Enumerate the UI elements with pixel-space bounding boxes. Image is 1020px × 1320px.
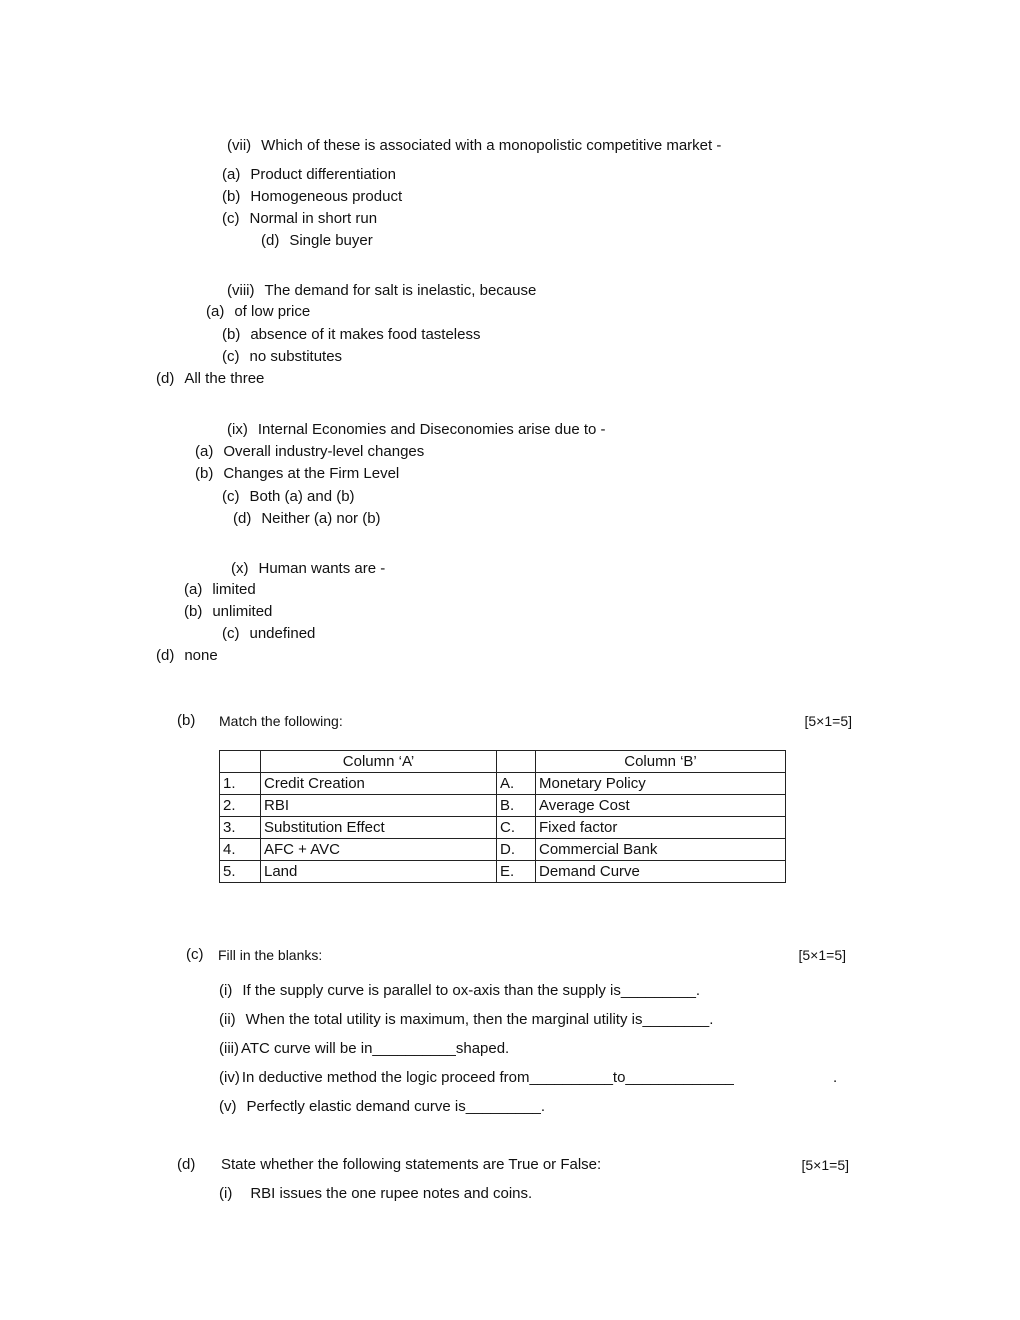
option-label: (a) xyxy=(184,581,203,598)
item-text: RBI issues the one rupee notes and coins. xyxy=(250,1185,533,1202)
header-blank xyxy=(220,751,261,773)
cell: Commercial Bank xyxy=(536,839,786,861)
question-viii xyxy=(227,282,536,300)
question-vii xyxy=(227,137,721,155)
cell: Fixed factor xyxy=(536,817,786,839)
item-label: (ii) xyxy=(219,1011,236,1028)
option-label: (d) xyxy=(156,370,175,387)
option-text: Homogeneous product xyxy=(250,188,403,205)
section-title: State whether the following statements are True or False: xyxy=(221,1156,602,1173)
blank-item xyxy=(219,1011,713,1029)
option xyxy=(222,326,480,344)
option-label: (b) xyxy=(222,188,241,205)
option-text: Normal in short run xyxy=(249,210,378,227)
option-label: (b) xyxy=(184,603,203,620)
option xyxy=(195,465,399,483)
option-text: none xyxy=(184,647,218,664)
option-text: Both (a) and (b) xyxy=(249,488,355,505)
item-text: When the total utility is maximum, then the marginal utility is________. xyxy=(245,1011,714,1028)
cell: 5. xyxy=(220,861,261,883)
table-header xyxy=(220,751,786,773)
option xyxy=(233,510,381,528)
section-title: Match the following: xyxy=(219,713,343,729)
blank-item xyxy=(219,982,700,1000)
blank-item xyxy=(219,1069,734,1087)
tf-item xyxy=(219,1185,532,1203)
cell: A. xyxy=(497,773,536,795)
cell: E. xyxy=(497,861,536,883)
cell: Average Cost xyxy=(536,795,786,817)
option xyxy=(195,443,424,461)
table-row xyxy=(220,795,786,817)
blank-item xyxy=(219,1040,509,1058)
cell: 1. xyxy=(220,773,261,795)
option xyxy=(261,232,373,250)
cell: Monetary Policy xyxy=(536,773,786,795)
option xyxy=(184,603,272,621)
option-text: All the three xyxy=(184,370,265,387)
item-end-period: . xyxy=(833,1069,838,1086)
cell: Demand Curve xyxy=(536,861,786,883)
option-label: (b) xyxy=(222,326,241,343)
section-title: Fill in the blanks: xyxy=(218,947,323,963)
table-row xyxy=(220,839,786,861)
option-label: (b) xyxy=(195,465,214,482)
marks: [5×1=5] xyxy=(798,947,846,963)
match-table xyxy=(219,750,786,883)
option-label: (a) xyxy=(206,303,225,320)
option-label: (c) xyxy=(222,210,240,227)
item-text: In deductive method the logic proceed from__________to_____________ xyxy=(241,1069,734,1086)
option-text: of low price xyxy=(234,303,311,320)
blank-item xyxy=(219,1098,545,1116)
option xyxy=(222,488,355,506)
question-x xyxy=(231,560,385,578)
section-label: (d) xyxy=(177,1156,196,1173)
option xyxy=(156,370,264,388)
option-label: (a) xyxy=(222,166,241,183)
cell: Land xyxy=(261,861,497,883)
option-label: (a) xyxy=(195,443,214,460)
item-label: (iv) xyxy=(219,1069,240,1086)
option xyxy=(206,303,310,321)
table-row xyxy=(220,773,786,795)
question-text: Internal Economies and Diseconomies arise due to - xyxy=(257,421,606,438)
header-column-b: Column ‘B’ xyxy=(536,751,786,773)
cell: 4. xyxy=(220,839,261,861)
item-text: ATC curve will be in__________shaped. xyxy=(241,1040,510,1057)
cell: B. xyxy=(497,795,536,817)
item-label: (iii) xyxy=(219,1040,239,1057)
option xyxy=(222,188,402,206)
question-label: (ix) xyxy=(227,421,248,438)
header-blank xyxy=(497,751,536,773)
option-text: limited xyxy=(212,581,256,598)
option xyxy=(222,210,377,228)
option-label: (d) xyxy=(156,647,175,664)
option-text: absence of it makes food tasteless xyxy=(250,326,481,343)
cell: C. xyxy=(497,817,536,839)
cell: RBI xyxy=(261,795,497,817)
cell: 3. xyxy=(220,817,261,839)
marks: [5×1=5] xyxy=(801,1157,849,1173)
option-text: no substitutes xyxy=(249,348,343,365)
option-label: (d) xyxy=(261,232,280,249)
option-label: (c) xyxy=(222,488,240,505)
option-text: Changes at the Firm Level xyxy=(223,465,400,482)
question-ix xyxy=(227,421,606,439)
section-label: (b) xyxy=(177,712,196,729)
question-text: Human wants are - xyxy=(258,560,386,577)
question-text: Which of these is associated with a monopolistic competitive market - xyxy=(261,137,722,154)
item-label: (i) xyxy=(219,982,233,999)
question-text: The demand for salt is inelastic, because xyxy=(264,282,537,299)
cell: Substitution Effect xyxy=(261,817,497,839)
option xyxy=(222,166,396,184)
cell: AFC + AVC xyxy=(261,839,497,861)
option xyxy=(222,348,342,366)
option-text: Product differentiation xyxy=(250,166,396,183)
section-label: (c) xyxy=(186,946,204,963)
cell: D. xyxy=(497,839,536,861)
question-label: (vii) xyxy=(227,137,252,154)
option xyxy=(156,647,218,665)
table-row xyxy=(220,817,786,839)
option-label: (d) xyxy=(233,510,252,527)
marks: [5×1=5] xyxy=(804,713,852,729)
question-label: (viii) xyxy=(227,282,255,299)
header-column-a: Column ‘A’ xyxy=(261,751,497,773)
item-label: (v) xyxy=(219,1098,237,1115)
option-label: (c) xyxy=(222,348,240,365)
option-text: undefined xyxy=(249,625,316,642)
option xyxy=(184,581,256,599)
item-text: If the supply curve is parallel to ox-axis than the supply is_________. xyxy=(242,982,701,999)
option-label: (c) xyxy=(222,625,240,642)
option-text: Neither (a) nor (b) xyxy=(261,510,381,527)
question-label: (x) xyxy=(231,560,249,577)
table-row xyxy=(220,861,786,883)
option-text: Overall industry-level changes xyxy=(223,443,425,460)
cell: Credit Creation xyxy=(261,773,497,795)
item-text: Perfectly elastic demand curve is_________. xyxy=(246,1098,546,1115)
option-text: Single buyer xyxy=(289,232,373,249)
cell: 2. xyxy=(220,795,261,817)
option xyxy=(222,625,315,643)
item-label: (i) xyxy=(219,1185,233,1202)
option-text: unlimited xyxy=(212,603,273,620)
